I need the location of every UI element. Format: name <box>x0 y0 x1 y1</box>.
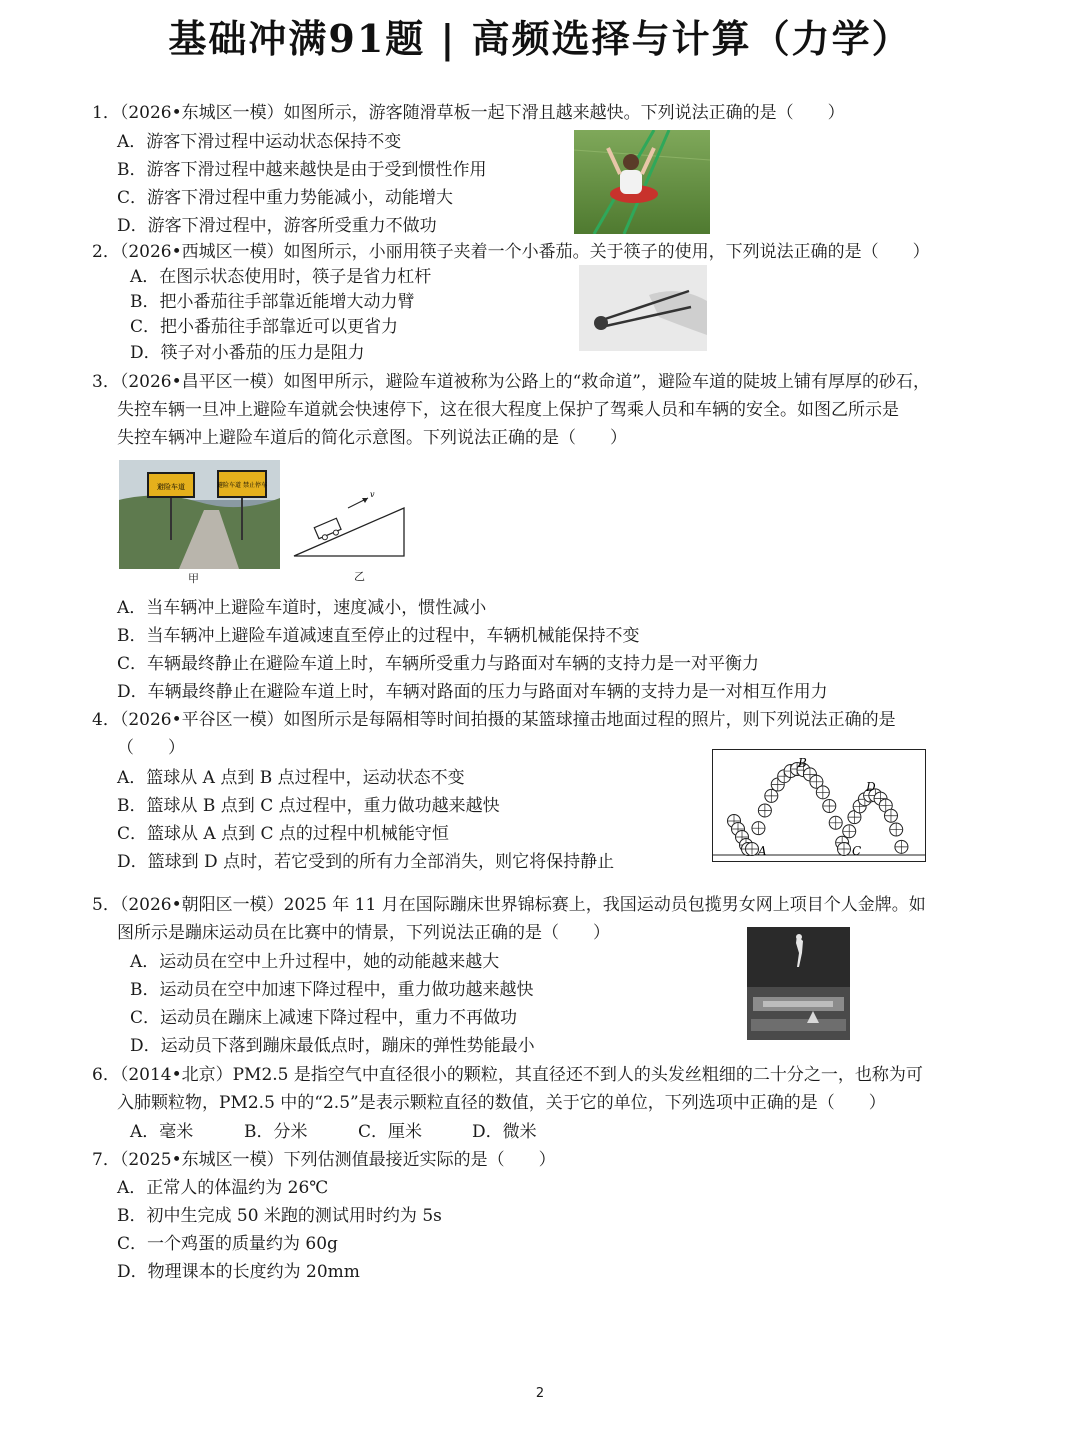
option-d: D．筷子对小番茄的压力是阻力 <box>130 343 365 363</box>
page-number: 2 <box>535 1386 545 1401</box>
option-a: A．正常人的体温约为 26℃ <box>117 1178 329 1198</box>
question-stem: 1．（2026•东城区一模）如图所示，游客随滑草板一起下滑且越来越快。下列说法正确的是（ ） <box>92 103 845 123</box>
trampoline-photo <box>747 927 850 1040</box>
figure-caption: 甲 <box>188 572 199 585</box>
option-a: A．运动员在空中上升过程中，她的动能越来越大 <box>130 952 500 972</box>
question-stem: 失控车辆冲上避险车道后的简化示意图。下列说法正确的是（ ） <box>117 428 627 448</box>
question-stem: 图所示是蹦床运动员在比赛中的情景，下列说法正确的是（ ） <box>117 923 610 943</box>
option-a: A．游客下滑过程中运动状态保持不变 <box>117 132 402 152</box>
option-b: B．初中生完成 50 米跑的测试用时约为 5s <box>117 1206 442 1226</box>
option-d: D．微米 <box>472 1122 537 1142</box>
question-stem: 失控车辆一旦冲上避险车道就会快速停下，这在很大程度上保护了驾乘人员和车辆的安全。如图乙所示是 <box>117 400 899 420</box>
runaway-lane-photo <box>119 460 280 569</box>
question-stem: 6．（2014•北京）PM2.5 是指空气中直径很小的颗粒，其直径还不到人的头发丝粗细的二十分之一，也称为可 <box>92 1065 923 1085</box>
question-stem: 3．（2026•昌平区一模）如图甲所示，避险车道被称为公路上的“救命道”，避险车道的陡坡上铺有厚厚的砂石， <box>92 372 930 392</box>
page-title: 基础冲满91题 | 高频选择与计算（力学） <box>168 16 912 61</box>
option-c: C．厘米 <box>358 1122 423 1142</box>
question-stem: （ ） <box>117 738 185 758</box>
option-a: A．当车辆冲上避险车道时，速度减小，惯性减小 <box>117 598 487 618</box>
option-d: D．物理课本的长度约为 20mm <box>117 1262 360 1282</box>
option-b: B．运动员在空中加速下降过程中，重力做功越来越快 <box>130 980 534 1000</box>
option-d: D．运动员下落到蹦床最低点时，蹦床的弹性势能最小 <box>130 1036 535 1056</box>
basketball-bounce-diagram <box>712 749 926 862</box>
velocity-label: v <box>370 490 375 499</box>
option-c: C．篮球从 A 点到 C 点的过程中机械能守恒 <box>117 824 449 844</box>
option-d: D．车辆最终静止在避险车道上时，车辆对路面的压力与路面对车辆的支持力是一对相互作用力 <box>117 682 828 702</box>
option-c: C．车辆最终静止在避险车道上时，车辆所受重力与路面对车辆的支持力是一对平衡力 <box>117 654 760 674</box>
incline-diagram <box>290 482 410 562</box>
question-stem: 7．（2025•东城区一模）下列估测值最接近实际的是（ ） <box>92 1150 556 1170</box>
point-label-c: C <box>852 844 862 858</box>
question-stem: 4．（2026•平谷区一模）如图所示是每隔相等时间拍摄的某篮球撞击地面过程的照片，则下列说法正确的是 <box>92 710 896 730</box>
option-a: A．篮球从 A 点到 B 点过程中，运动状态不变 <box>117 768 465 788</box>
point-label-d: D <box>866 780 876 794</box>
chopsticks-photo <box>579 265 707 351</box>
option-b: B．把小番茄往手部靠近能增大动力臂 <box>130 292 415 312</box>
option-b: B．篮球从 B 点到 C 点过程中，重力做功越来越快 <box>117 796 500 816</box>
point-label-b: B <box>798 756 807 770</box>
option-a: A．在图示状态使用时，筷子是省力杠杆 <box>130 267 432 287</box>
question-stem: 5．（2026•朝阳区一模）2025 年 11 月在国际蹦床世界锦标赛上，我国运动员包揽男女网上项目个人金牌。如 <box>92 895 926 915</box>
sign-text: 避险车道 <box>157 483 185 491</box>
option-c: C．把小番茄往手部靠近可以更省力 <box>130 317 399 337</box>
option-d: D．游客下滑过程中，游客所受重力不做功 <box>117 216 437 236</box>
point-label-a: A <box>758 844 767 858</box>
figure-caption: 乙 <box>354 570 365 583</box>
option-b: B．游客下滑过程中越来越快是由于受到惯性作用 <box>117 160 487 180</box>
option-b: B．当车辆冲上避险车道减速直至停止的过程中，车辆机械能保持不变 <box>117 626 640 646</box>
sign-text: 避险车道 禁止停车 <box>217 482 267 489</box>
question-stem: 入肺颗粒物，PM2.5 中的“2.5”是表示颗粒直径的数值，关于它的单位，下列选项中正确的是（ ） <box>117 1093 886 1113</box>
option-a: A．毫米 <box>130 1122 194 1142</box>
option-d: D．篮球到 D 点时，若它受到的所有力全部消失，则它将保持静止 <box>117 852 615 872</box>
grass-sled-photo <box>574 130 710 234</box>
option-c: C．运动员在蹦床上减速下降过程中，重力不再做功 <box>130 1008 518 1028</box>
question-stem: 2．（2026•西城区一模）如图所示，小丽用筷子夹着一个小番茄。关于筷子的使用，下列说法正确的是（ ） <box>92 242 930 262</box>
option-c: C．游客下滑过程中重力势能减小，动能增大 <box>117 188 454 208</box>
option-b: B．分米 <box>244 1122 308 1142</box>
option-c: C．一个鸡蛋的质量约为 60g <box>117 1234 338 1254</box>
